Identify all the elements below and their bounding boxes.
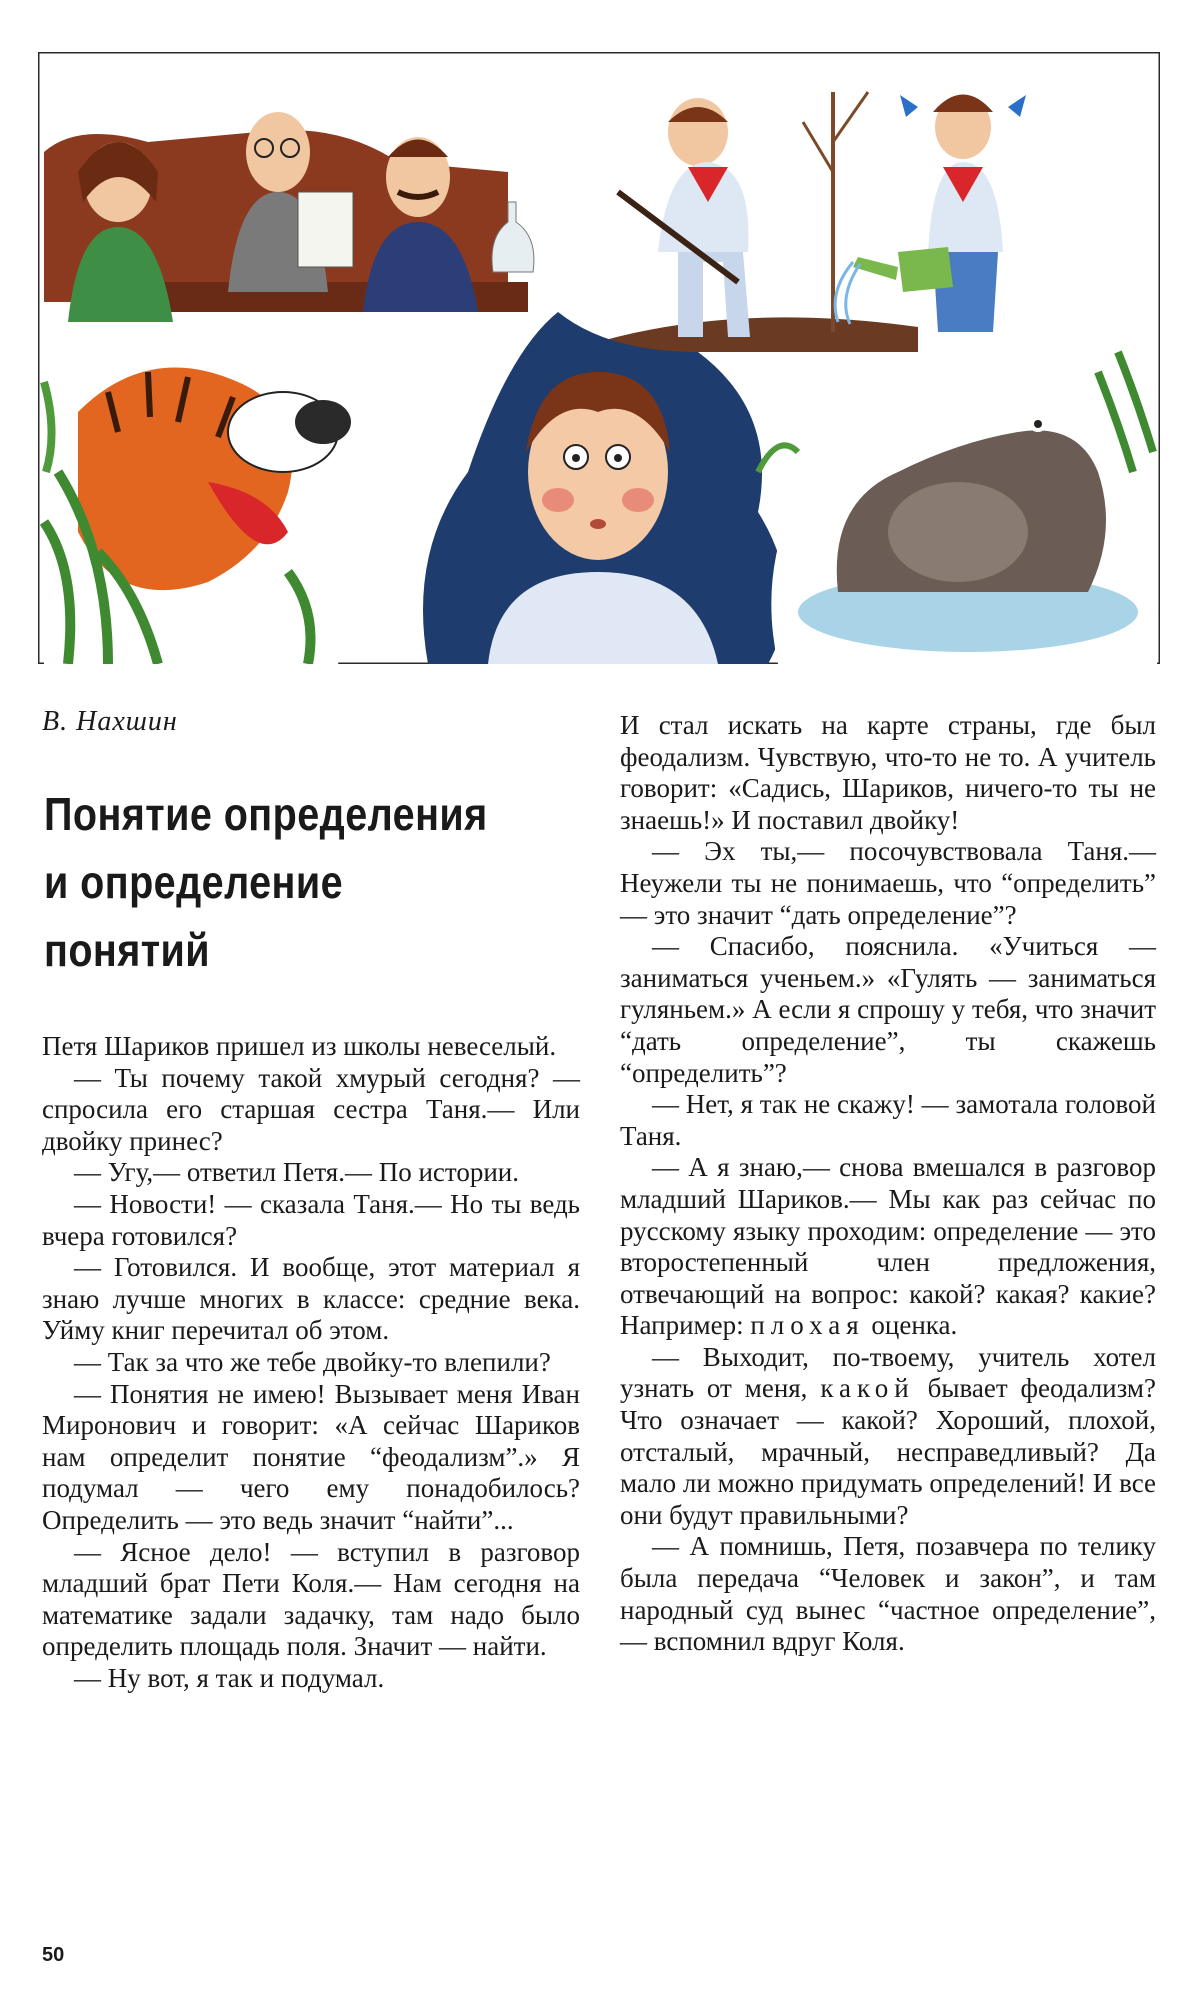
page-number: 50 [42, 1944, 65, 1966]
paragraph [620, 1342, 1156, 1532]
paragraph [620, 1152, 1156, 1342]
paragraph: — Так за что же тебе двойку-то влепили? [74, 1346, 551, 1377]
title-line-1: Понятие определения [44, 788, 488, 840]
article-illustration [38, 52, 1160, 664]
body-column-right [620, 710, 1156, 1658]
paragraph: Петя Шариков пришел из школы невеселый. [42, 1031, 557, 1061]
spaced-emphasis: какой [820, 1373, 915, 1404]
spaced-emphasis: плохая [750, 1310, 865, 1341]
paragraph: — А помнишь, Петя, позавчера по телику была передача “Человек и закон”, и там народный суд вынес “частное определение”,— вспомнил вдруг Коля. [620, 1531, 1156, 1657]
paragraph: — Готовился. И вообще, этот материал я знаю лучше многих в классе: средние века. Уйму книг перечитал об этом. [42, 1252, 580, 1346]
paragraph: — Спасибо, пояснила. «Учиться — заниматься ученьем.» «Гулять — заниматься гуляньем.» А если я спрошу у тебя, что значит “дать определение”, ты скажешь “определить”? [620, 931, 1156, 1088]
text-run: — А я знаю,— снова вмешался в разговор младший Шариков.— Мы как раз сейчас по русскому языку проходим: определение — это второстепенный член предложения, отвечающий на вопрос: какой? какая? какие? Например: [620, 1152, 1156, 1341]
article-title [44, 780, 491, 984]
text-run: оценка. [864, 1310, 958, 1341]
title-line-3: понятий [44, 924, 211, 976]
paragraph: — Эх ты,— посочувствовала Таня.— Неужели ты не понимаешь, что “определить” — это значит “дать определение”? [620, 836, 1156, 930]
paragraph: — Новости! — сказала Таня.— Но ты ведь вчера готовился? [42, 1188, 580, 1251]
paragraph: — Ясное дело! — вступил в разговор младший брат Пети Коля.— Нам сегодня на математике задали задачку, там надо было определить площадь поля. Значит — найти. [42, 1536, 580, 1662]
paragraph: — Ты почему такой хмурый сегодня? — спросила его старшая сестра Таня.— Или двойку принес? [42, 1062, 580, 1156]
text-run: бывает феодализм? Что означает — какой? Хороший, плохой, отсталый, мрачный, несправедливый? Да мало ли можно придумать определений! И все они будут правильными? [620, 1373, 1156, 1530]
article-author: В. Нахшин [42, 706, 178, 737]
paragraph: — Понятия не имею! Вызывает меня Иван Миронович и говорит: «А сейчас Шариков нам определит понятие “феодализм”.» Я подумал — чего ему понадобилось? Определить — это ведь значит “найти”... [42, 1378, 580, 1535]
paragraph: — Угу,— ответил Петя.— По истории. [74, 1157, 519, 1188]
text-run: — Выходит, по-твоему, учитель хотел узнать от меня, [620, 1341, 1156, 1404]
paragraph: — Нет, я так не скажу! — замотала головой Таня. [620, 1089, 1156, 1151]
title-line-2: и определение [44, 856, 344, 908]
paragraph: И стал искать на карте страны, где был феодализм. Чувствую, что-то не то. А учитель говорит: «Садись, Шариков, ничего-то ты не знаешь!» И поставил двойку! [620, 710, 1156, 835]
illustration-svg [38, 52, 1160, 664]
body-column-left [42, 1031, 580, 1694]
paragraph: — Ну вот, я так и подумал. [74, 1662, 385, 1693]
